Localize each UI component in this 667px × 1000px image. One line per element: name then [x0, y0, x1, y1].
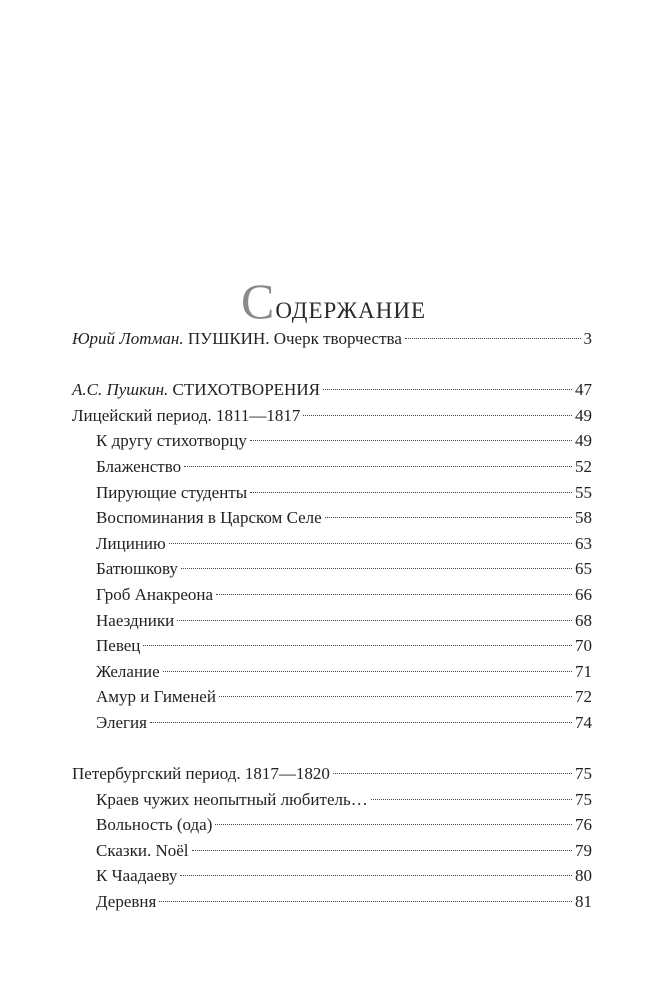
dot-leader	[159, 901, 572, 902]
toc-title: Батюшкову	[96, 559, 178, 579]
toc-entry[interactable]	[72, 863, 592, 889]
toc-section[interactable]	[72, 761, 592, 787]
dot-leader	[143, 645, 572, 646]
toc-title: Наездники	[96, 610, 175, 630]
toc-page: 79	[575, 840, 592, 860]
toc-title: Блаженство	[96, 456, 182, 476]
toc-page: 49	[575, 431, 592, 451]
toc-entry[interactable]	[72, 684, 592, 710]
toc-title: Гроб Анакреона	[96, 584, 214, 604]
toc-title: Лицейский период. 1811—1817	[72, 405, 301, 425]
toc-title: Краев чужих неопытный любитель…	[96, 789, 368, 809]
toc-title: Сказки. Noël	[96, 840, 189, 860]
toc-page: 71	[575, 661, 592, 681]
toc-page: 65	[575, 559, 592, 579]
table-of-contents	[72, 326, 592, 915]
toc-title: Желание	[96, 661, 160, 681]
toc-entry[interactable]	[72, 889, 592, 915]
toc-entry[interactable]	[72, 659, 592, 685]
toc-title: Воспоминания в Царском Селе	[96, 508, 322, 528]
toc-entry[interactable]	[72, 787, 592, 813]
toc-page: 75	[575, 789, 592, 809]
title-initial: С	[240, 273, 276, 330]
toc-entry[interactable]	[72, 838, 592, 864]
dot-leader	[323, 389, 572, 390]
toc-title: К другу стихотворцу	[96, 431, 247, 451]
toc-title: К Чаадаеву	[96, 866, 178, 886]
toc-entry[interactable]	[72, 633, 592, 659]
dot-leader	[325, 517, 572, 518]
toc-page: 68	[575, 610, 592, 630]
toc-title: Амур и Гименей	[96, 687, 216, 707]
dot-leader	[303, 415, 572, 416]
toc-section[interactable]	[72, 403, 592, 429]
toc-entry[interactable]	[72, 710, 592, 736]
dot-leader	[333, 773, 572, 774]
toc-entry[interactable]	[72, 608, 592, 634]
toc-page: 58	[575, 508, 592, 528]
toc-title: Вольность (ода)	[96, 815, 213, 835]
dot-leader	[216, 594, 572, 595]
toc-page: 63	[575, 533, 592, 553]
toc-entry[interactable]	[72, 531, 592, 557]
toc-page: 76	[575, 815, 592, 835]
toc-page: 81	[575, 892, 592, 912]
toc-entry[interactable]	[72, 454, 592, 480]
toc-page: 3	[583, 329, 592, 348]
toc-title: Пирующие студенты	[96, 482, 248, 502]
toc-author: А.С. Пушкин.	[72, 380, 169, 400]
toc-title: ПУШКИН. Очерк творчества	[187, 329, 402, 348]
toc-entry[interactable]	[72, 326, 592, 352]
toc-page: 75	[575, 764, 592, 784]
dot-leader	[250, 440, 572, 441]
toc-title: СТИХОТВОРЕНИЯ	[172, 380, 320, 400]
dot-leader	[215, 824, 572, 825]
toc-page: 70	[575, 636, 592, 656]
page-title	[0, 272, 667, 330]
toc-title: Петербургский период. 1817—1820	[72, 764, 330, 784]
toc-entry[interactable]	[72, 812, 592, 838]
toc-page: 47	[575, 380, 592, 400]
toc-title: Элегия	[96, 712, 147, 732]
toc-author: Юрий Лотман.	[72, 329, 184, 348]
toc-title: Лицинию	[96, 533, 166, 553]
toc-page: 72	[575, 687, 592, 707]
toc-page: 49	[575, 405, 592, 425]
dot-leader	[405, 338, 581, 339]
dot-leader	[150, 722, 572, 723]
toc-entry[interactable]	[72, 505, 592, 531]
toc-entry[interactable]	[72, 377, 592, 403]
toc-page: 55	[575, 482, 592, 502]
toc-entry[interactable]	[72, 480, 592, 506]
dot-leader	[181, 568, 572, 569]
dot-leader	[219, 696, 572, 697]
dot-leader	[177, 620, 572, 621]
toc-page: 74	[575, 712, 592, 732]
dot-leader	[184, 466, 572, 467]
toc-page: 80	[575, 866, 592, 886]
dot-leader	[371, 799, 572, 800]
toc-page: 52	[575, 456, 592, 476]
title-rest: одержание	[275, 290, 427, 327]
toc-entry[interactable]	[72, 582, 592, 608]
toc-title: Деревня	[96, 892, 157, 912]
dot-leader	[169, 543, 572, 544]
toc-page: 66	[575, 584, 592, 604]
toc-entry[interactable]	[72, 556, 592, 582]
dot-leader	[180, 875, 572, 876]
dot-leader	[163, 671, 572, 672]
toc-entry[interactable]	[72, 428, 592, 454]
dot-leader	[250, 492, 572, 493]
toc-title: Певец	[96, 636, 141, 656]
dot-leader	[192, 850, 572, 851]
